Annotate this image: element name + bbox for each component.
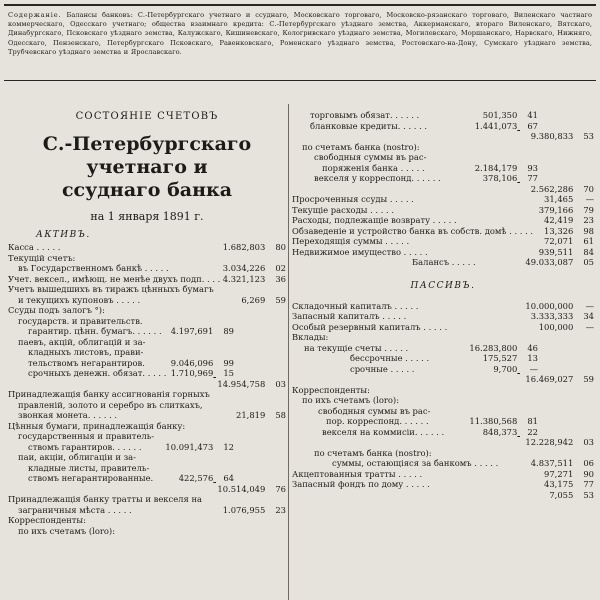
ledger-label: гарантир. цѣнн. бумагъ. . . . . . xyxy=(28,326,162,336)
ledger-row xyxy=(292,215,594,226)
ledger-amount: 43,175 77 xyxy=(544,479,594,489)
ledger-row xyxy=(8,452,286,463)
ledger-subamount: 9,700 — xyxy=(493,363,538,374)
ledger-label: Принадлежащія банку ассигнованія горныхъ xyxy=(8,389,210,399)
ledger-label: Учет. вексел., имѣющ. не менѣе двухъ подп. . . . xyxy=(8,273,221,284)
ledger-subamount: 10.091,473 12 xyxy=(165,441,234,452)
ledger-subamount: 175,527 13 xyxy=(482,353,538,363)
ledger-row xyxy=(8,421,286,432)
ledger-label: Запасный капиталъ . . . . . xyxy=(292,311,407,321)
ledger-label: въ Государственномъ банкѣ . . . . . xyxy=(18,263,169,273)
ledger-row xyxy=(8,484,286,495)
ledger-subamount: 501,350 41 xyxy=(482,110,538,120)
ledger-label: суммы, остающіяся за банкомъ . . . . . xyxy=(332,458,499,468)
ledger-row xyxy=(292,301,594,312)
ledger-row xyxy=(292,236,594,247)
ledger-label: ствомъ негарантированные. xyxy=(28,473,154,483)
left-column xyxy=(8,92,286,536)
ledger-row xyxy=(8,263,286,274)
ledger-row xyxy=(8,295,286,306)
ledger-label: бланковые кредиты. . . . . . xyxy=(310,120,428,131)
ledger-amount: 1.682,803 80 xyxy=(222,242,286,252)
ledger-subamount: 422,576 64 xyxy=(178,473,234,483)
ledger-amount: 7,055 53 xyxy=(549,489,594,500)
ledger-label: поряженія банка . . . . . xyxy=(322,162,425,173)
ledger-label: по счетамъ банка (nostro): xyxy=(314,447,432,458)
ledger-row xyxy=(8,305,286,316)
ledger-amount: 97,271 90 xyxy=(544,468,594,479)
ledger-row xyxy=(8,463,286,474)
ledger-label: звонкая монета. . . . . . xyxy=(18,410,118,420)
ledger-label: Складочный капиталъ . . . . . xyxy=(292,300,419,311)
ledger-label: векселя у корреспонд. . . . . . xyxy=(314,173,441,183)
ledger-label: Учетъ вышедшихъ въ тиражъ цѣнныхъ бумагъ xyxy=(8,284,214,294)
ledger-row xyxy=(292,353,594,364)
ledger-label: Расходы, подлежащіе возврату . . . . . xyxy=(292,215,457,225)
ledger-row xyxy=(8,379,286,390)
ledger-label: на текущіе счеты . . . . . xyxy=(304,342,409,353)
ledger-amount: 10.514,049 76 xyxy=(217,483,286,494)
ledger-amount: 42,419 23 xyxy=(544,215,594,225)
contents-lead: Содержаніе. xyxy=(8,11,62,19)
ledger-row xyxy=(292,395,594,406)
ledger-row xyxy=(292,163,594,174)
right-rows-top xyxy=(292,110,594,268)
ledger-row xyxy=(292,131,594,142)
ledger-amount: 31,465 — xyxy=(544,194,594,204)
ledger-amount: 14.954,758 03 xyxy=(217,378,286,389)
ledger-row xyxy=(8,473,286,484)
ledger-row xyxy=(292,121,594,132)
ledger-label: тельствомъ негарантиров. xyxy=(28,357,145,368)
ledger-row xyxy=(292,173,594,184)
ledger-row xyxy=(8,274,286,285)
ledger-row xyxy=(8,442,286,453)
ledger-label: по счетамъ банка (nostro): xyxy=(302,141,420,152)
ledger-label: свободныя суммы въ рас- xyxy=(314,152,427,162)
ledger-row xyxy=(292,469,594,480)
ledger-row xyxy=(292,257,594,268)
ledger-label: Корреспонденты: xyxy=(292,384,370,395)
ledger-row xyxy=(8,515,286,526)
ledger-row xyxy=(8,284,286,295)
ledger-amount: 379,166 79 xyxy=(538,204,594,215)
ledger-row xyxy=(292,110,594,121)
ledger-row xyxy=(8,400,286,411)
ledger-subamount: 2.184,179 93 xyxy=(474,162,538,173)
ledger-label: Текущіе расходы . . . . . xyxy=(292,204,395,215)
ledger-label: Запасный фондъ по дому . . . . . xyxy=(292,479,430,489)
ledger-label: Балансъ . . . . . xyxy=(412,257,476,267)
ledger-amount: 10.000,000 — xyxy=(525,300,594,311)
top-rule xyxy=(4,4,596,6)
ledger-label: векселя на коммисіи. . . . . . xyxy=(322,426,445,437)
ledger-label: Переходящія суммы . . . . . xyxy=(292,236,410,246)
column-divider xyxy=(288,104,289,600)
ledger-amount: 21,819 58 xyxy=(236,410,286,420)
ledger-row xyxy=(292,437,594,448)
ledger-amount: 13,326 98 xyxy=(544,225,594,236)
ledger-label: Недвижимое имущество . . . . . xyxy=(292,246,428,257)
balance-date: на 1 января 1891 г. xyxy=(90,210,204,223)
ledger-row xyxy=(292,458,594,469)
ledger-label: торговымъ обязат. . . . . . xyxy=(310,110,420,120)
ledger-row xyxy=(292,226,594,237)
ledger-amount: 6,269 59 xyxy=(241,294,286,305)
ledger-label: срочные . . . . . xyxy=(350,363,415,374)
ledger-row xyxy=(8,389,286,400)
ledger-row xyxy=(8,410,286,421)
ledger-row xyxy=(292,332,594,343)
ledger-amount: 49.033,087 05 xyxy=(525,257,594,267)
right-column xyxy=(292,110,594,500)
ledger-row xyxy=(292,364,594,375)
ledger-row xyxy=(8,337,286,348)
ledger-label: Просроченныя ссуды . . . . . xyxy=(292,194,414,204)
ledger-row xyxy=(292,427,594,438)
ledger-row xyxy=(292,194,594,205)
ledger-label: Цѣнныя бумаги, принадлежащія банку: xyxy=(8,420,186,431)
ledger-row xyxy=(8,505,286,516)
ledger-subamount: 4.197,691 89 xyxy=(170,326,234,336)
ledger-amount: 4.837,511 06 xyxy=(530,458,594,468)
ledger-row xyxy=(292,490,594,501)
right-rows-bottom xyxy=(292,301,594,501)
ledger-label: по ихъ счетамъ (loro): xyxy=(302,395,400,405)
ledger-amount: 12.228,942 03 xyxy=(525,437,594,447)
ledger-row xyxy=(292,385,594,396)
ledger-label: паи, акціи, облигаціи и за- xyxy=(18,452,136,462)
ledger-label: правленій, золото и серебро въ слиткахъ, xyxy=(18,399,203,410)
ledger-label: по ихъ счетамъ (loro): xyxy=(18,525,116,536)
ledger-amount: 9.380,833 53 xyxy=(530,131,594,141)
ledger-label: кладные листы, правитель- xyxy=(28,462,150,473)
left-rows xyxy=(8,242,286,536)
ledger-subamount: 378,106 77 xyxy=(482,173,538,183)
ledger-row xyxy=(292,322,594,333)
ledger-row xyxy=(8,431,286,442)
ledger-label: паевъ, акцій, облигацій и за- xyxy=(18,336,146,347)
ledger-row xyxy=(292,416,594,427)
ledger-row xyxy=(292,152,594,163)
ledger-row xyxy=(8,347,286,358)
passiv-header: ПАССИВЪ. xyxy=(410,280,476,291)
ledger-amount: 3.333,333 34 xyxy=(530,311,594,321)
activ-header: АКТИВЪ. xyxy=(36,230,91,240)
ledger-label: Особый резервный капиталъ . . . . . xyxy=(292,321,448,332)
ledger-label: Ссуды подъ залогъ °): xyxy=(8,305,105,315)
ledger-label: кладныхъ листовъ, прави- xyxy=(28,347,144,357)
ledger-label: и текущихъ купоновъ . . . . . xyxy=(18,294,141,305)
ledger-row xyxy=(292,479,594,490)
ledger-label: срочныхъ денежн. обязат. . . . . xyxy=(28,368,167,378)
ledger-row xyxy=(8,358,286,369)
ledger-row xyxy=(8,494,286,505)
ledger-row xyxy=(8,326,286,337)
ledger-label: Обзаведеніе и устройство банка въ собств. домѣ . . . . . xyxy=(292,225,534,236)
ledger-label: государств. и правительств. xyxy=(18,315,143,326)
ledger-row xyxy=(8,368,286,379)
ledger-amount: 4.321,123 36 xyxy=(222,273,286,284)
ledger-label: пор. корреспонд. . . . . . xyxy=(326,416,429,426)
ledger-subamount: 11.380,568 81 xyxy=(469,416,538,426)
ledger-row xyxy=(292,184,594,195)
ledger-amount: 1.076,955 23 xyxy=(222,504,286,515)
ledger-row xyxy=(8,526,286,537)
ledger-amount: 100,000 — xyxy=(538,321,594,332)
ledger-amount: 2.562,286 70 xyxy=(530,183,594,194)
ledger-row xyxy=(292,448,594,459)
ledger-label: Корреспонденты: xyxy=(8,515,86,525)
contents-paragraph xyxy=(8,11,592,57)
ledger-label: заграничныя мѣста . . . . . xyxy=(18,504,132,515)
ledger-label: свободныя суммы въ рас- xyxy=(318,405,431,416)
ledger-subamount: 1.710,969 15 xyxy=(170,368,234,378)
ledger-amount: 16.469,027 59 xyxy=(525,374,594,384)
ledger-label: Вклады: xyxy=(292,332,329,342)
ledger-row xyxy=(292,247,594,258)
ledger-subamount: 9.046,096 99 xyxy=(170,357,234,368)
ledger-row xyxy=(292,142,594,153)
ledger-label: Акцептованныя тратты . . . . . xyxy=(292,468,423,479)
ledger-row xyxy=(292,311,594,322)
ledger-row xyxy=(8,316,286,327)
ledger-row xyxy=(292,343,594,354)
ledger-amount: 72,071 61 xyxy=(544,236,594,246)
ledger-label: государственныя и правитель- xyxy=(18,431,155,441)
ledger-row xyxy=(292,374,594,385)
bank-title-line-1: С.-Петербургскаго учетнаго и xyxy=(42,133,252,178)
ledger-row xyxy=(292,205,594,216)
ledger-label: Принадлежащія банку тратты и векселя на xyxy=(8,494,203,504)
ledger-label: Касса . . . . . xyxy=(8,242,61,252)
ledger-row xyxy=(292,406,594,417)
ledger-row xyxy=(8,253,286,264)
ledger-subamount: 1.441,073 67 xyxy=(474,120,538,131)
contents-text: Балансы банковъ: С.-Петербургскаго учетнаго и ссуднаго, Московскаго торговаго, Московско-рязанскаго торговаго, Виленскаго частнаго коммерческаго, Одесскаго учетнаго; общества взаимнаго кредита: С.-Петербургскаго уѣзднаго земства, Аккерманскаго, втораго Виленскаго, Вятскаго, Динабургскаго, Псковскаго уѣзднаго земства, Калужскаго, Кишиневскаго, Кологривскаго уѣзднаго земства, Могилевскаго, Моршанскаго, Нарвскаго, Нижняго, Одесскаго, Пензенскаго, Петербургскаго Псковскаго, Равенковскаго, Роменскаго уѣзднаго земства, Ростовскаго-на-Дону, Сумскаго уѣзднаго земства, Трубчевскаго уѣзднаго земства и Ярославскаго. xyxy=(8,11,592,56)
ledger-subamount: 848,373 22 xyxy=(482,426,538,437)
ledger-amount: 3.034,226 02 xyxy=(222,263,286,273)
ledger-label: ствомъ гарантиров. . . . . . xyxy=(28,441,142,452)
section-heading: СОСТОЯНІЕ СЧЕТОВЪ xyxy=(75,111,219,122)
bank-title-line-2: ссуднаго банка xyxy=(61,179,233,201)
ledger-label: Текущій счетъ: xyxy=(8,252,76,263)
ledger-subamount: 16.283,800 46 xyxy=(469,342,538,353)
ledger-amount: 939,511 84 xyxy=(538,246,594,257)
contents-rule xyxy=(4,80,596,81)
ledger-label: бессрочные . . . . . xyxy=(350,353,430,363)
ledger-row xyxy=(8,242,286,253)
